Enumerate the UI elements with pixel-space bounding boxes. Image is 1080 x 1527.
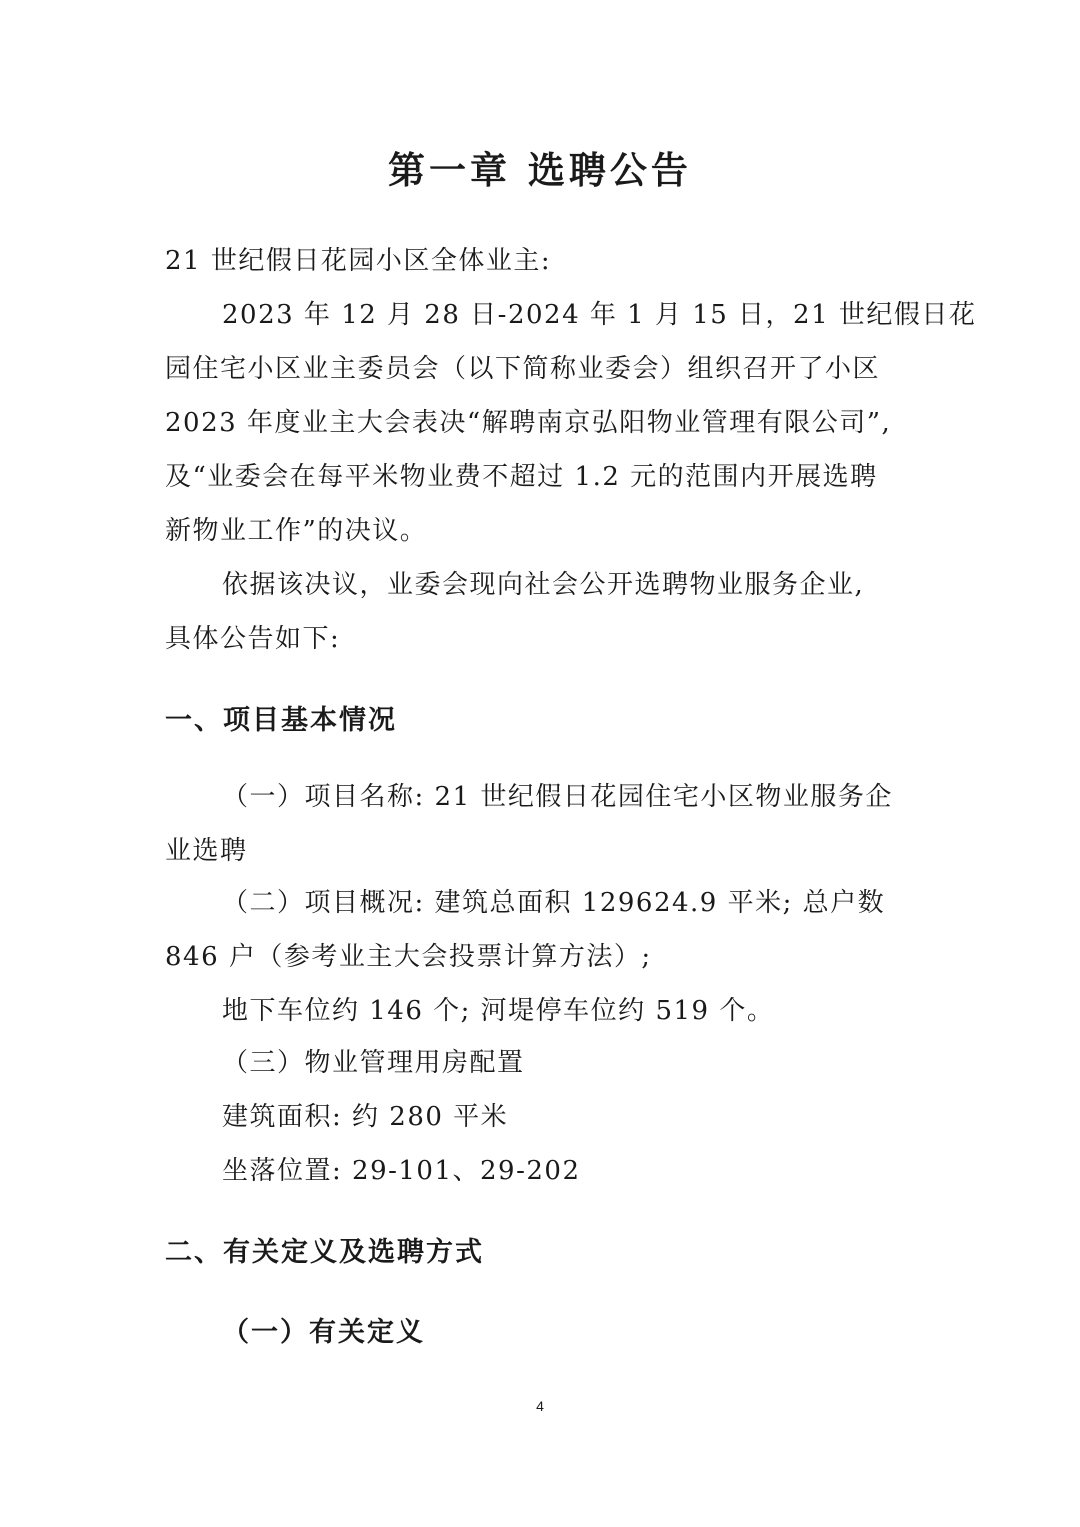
section-heading: 二、有关定义及选聘方式 xyxy=(165,1237,484,1268)
section-line: （二）项目概况: 建筑总面积 129624.9 平米; 总户数 xyxy=(222,888,886,918)
intro-line: 依据该决议，业委会现向社会公开选聘物业服务企业, xyxy=(222,570,865,600)
sub-heading: （一）有关定义 xyxy=(222,1317,425,1348)
intro-line: 园住宅小区业主委员会（以下简称业委会）组织召开了小区 xyxy=(165,354,881,384)
salutation: 21 世纪假日花园小区全体业主: xyxy=(165,246,552,276)
intro-line: 2023 年度业主大会表决“解聘南京弘阳物业管理有限公司”, xyxy=(165,408,892,438)
intro-line: 及“业委会在每平米物业费不超过 1.2 元的范围内开展选聘 xyxy=(165,462,878,492)
section-line: 坐落位置: 29-101、29-202 xyxy=(222,1156,581,1186)
page-number: 4 xyxy=(536,1398,544,1414)
chapter-title: 第一章 选聘公告 xyxy=(388,149,692,192)
section-line: 建筑面积: 约 280 平米 xyxy=(222,1102,509,1132)
section-line: 业选聘 xyxy=(165,836,248,866)
section-line: （一）项目名称: 21 世纪假日花园住宅小区物业服务企 xyxy=(222,782,893,812)
section-heading: 一、项目基本情况 xyxy=(165,705,397,736)
intro-line: 新物业工作”的决议。 xyxy=(165,516,428,546)
intro-line: 2023 年 12 月 28 日-2024 年 1 月 15 日，21 世纪假日花 xyxy=(222,300,977,330)
section-line: 地下车位约 146 个; 河堤停车位约 519 个。 xyxy=(222,996,775,1026)
intro-line: 具体公告如下: xyxy=(165,624,341,654)
section-line: 846 户（参考业主大会投票计算方法）; xyxy=(165,942,652,972)
section-line: （三）物业管理用房配置 xyxy=(222,1048,525,1078)
